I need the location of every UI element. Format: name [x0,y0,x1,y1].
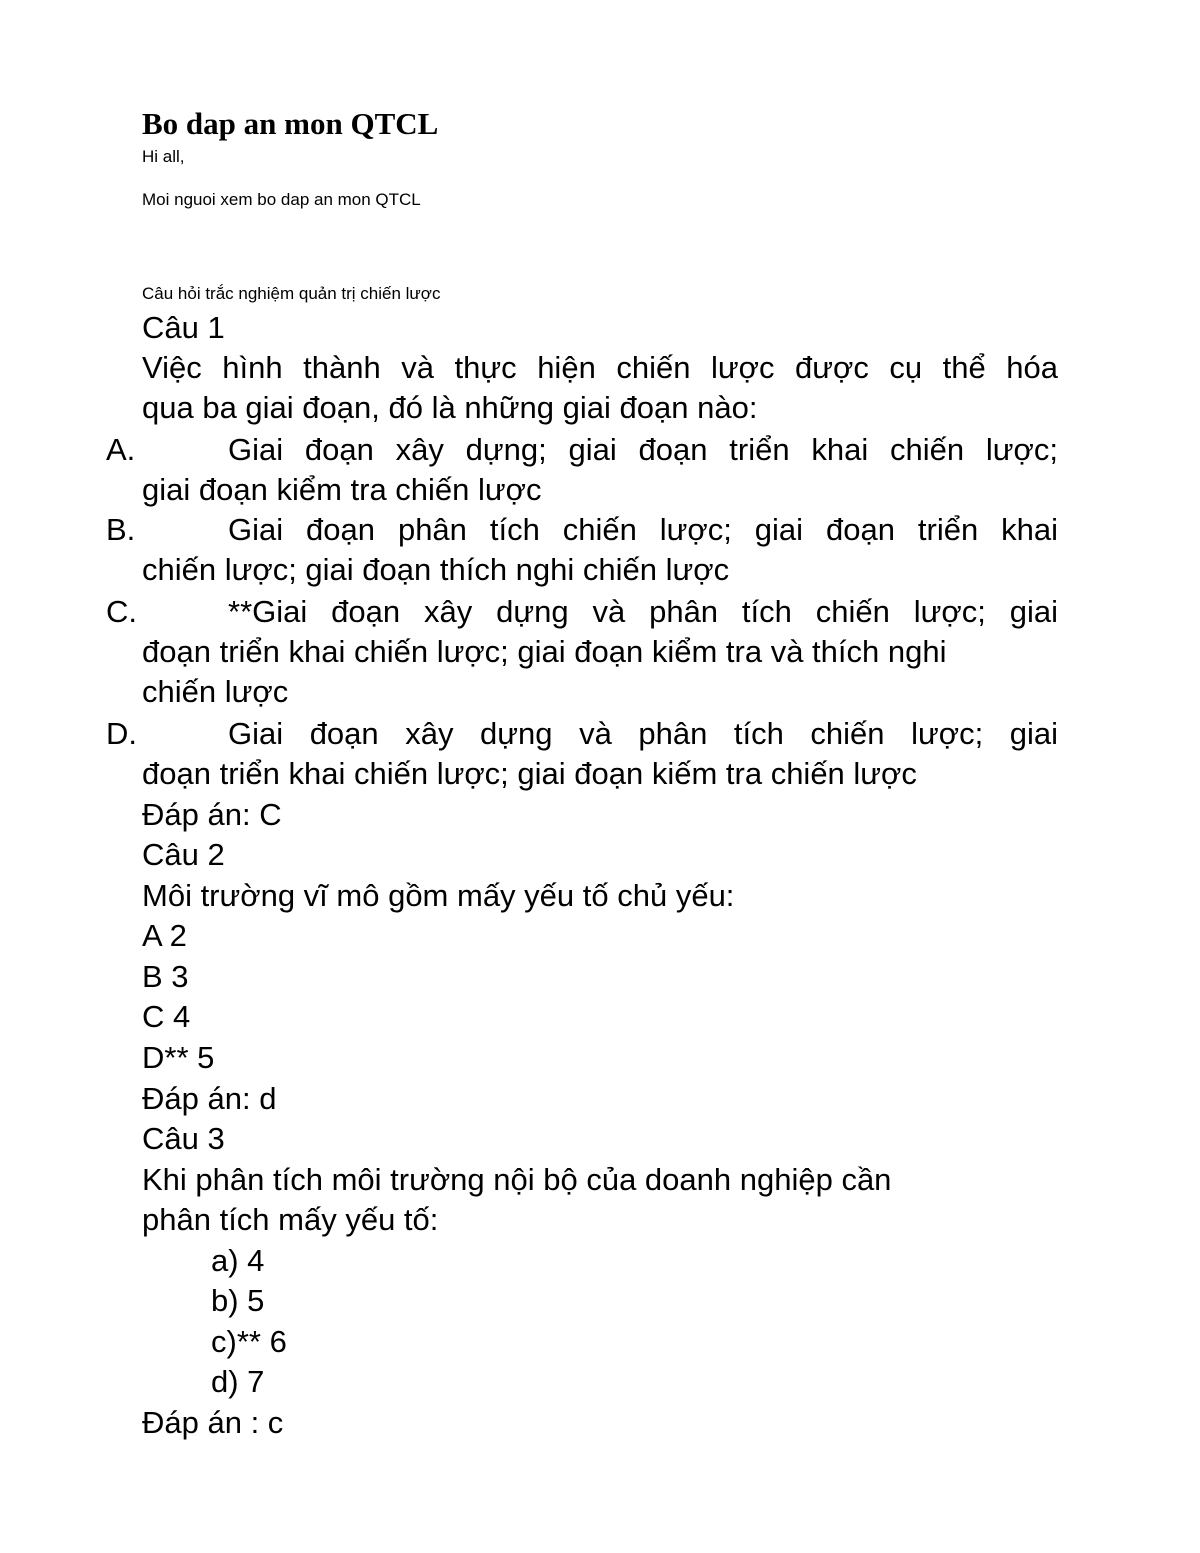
question-1-text-line-1: Việc hình thành và thực hiện chiến lược được cụ thể hóa [142,350,1058,385]
question-3-text-line-2: phân tích mấy yếu tố: [142,1202,439,1237]
section-subtitle: Câu hỏi trắc nghiệm quản trị chiến lược [142,284,441,303]
question-2-option-d: D** 5 [142,1040,215,1075]
option-letter: D. [106,716,137,751]
question-3-option-d: d) 7 [211,1364,265,1399]
question-3-text-line-1: Khi phân tích môi trường nội bộ của doanh nghiệp cần [142,1162,892,1197]
intro-text: Moi nguoi xem bo dap an mon QTCL [142,190,421,209]
option-text-line-1: Giai đoạn phân tích chiến lược; giai đoạn triển khai [228,512,1058,547]
question-1-label: Câu 1 [142,310,225,345]
greeting-text: Hi all, [142,147,185,166]
question-2-answer: Đáp án: d [142,1081,277,1116]
option-letter: B. [106,512,136,547]
question-3-option-a: a) 4 [211,1243,265,1278]
option-text-line-2: đoạn triển khai chiến lược; giai đoạn kiểm tra và thích nghi [142,634,947,669]
question-3-label: Câu 3 [142,1121,225,1156]
option-letter: A. [106,432,136,467]
question-3-option-c: c)** 6 [211,1324,287,1359]
option-text-line-2: chiến lược; giai đoạn thích nghi chiến lược [142,552,730,587]
question-2-text: Môi trường vĩ mô gồm mấy yếu tố chủ yếu: [142,878,735,913]
option-text-line-3: chiến lược [142,674,289,709]
question-1-text-line-2: qua ba giai đoạn, đó là những giai đoạn nào: [142,390,758,425]
option-text-line-2: đoạn triển khai chiến lược; giai đoạn kiếm tra chiến lược [142,756,917,791]
option-text-line-1: Giai đoạn xây dựng; giai đoạn triển khai chiến lược; [228,432,1058,467]
option-text-line-1: **Giai đoạn xây dựng và phân tích chiến lược; giai [228,594,1058,629]
question-2-label: Câu 2 [142,837,225,872]
question-2-option-c: C 4 [142,999,191,1034]
option-text-line-1: Giai đoạn xây dựng và phân tích chiến lược; giai [228,716,1058,751]
question-3-answer: Đáp án : c [142,1405,284,1440]
question-2-option-a: A 2 [142,918,187,953]
document-title: Bo dap an mon QTCL [142,106,439,141]
question-2-option-b: B 3 [142,959,189,994]
question-3-option-b: b) 5 [211,1283,265,1318]
option-text-line-2: giai đoạn kiểm tra chiến lược [142,472,542,507]
option-letter: C. [106,594,137,629]
question-1-answer: Đáp án: C [142,797,282,832]
